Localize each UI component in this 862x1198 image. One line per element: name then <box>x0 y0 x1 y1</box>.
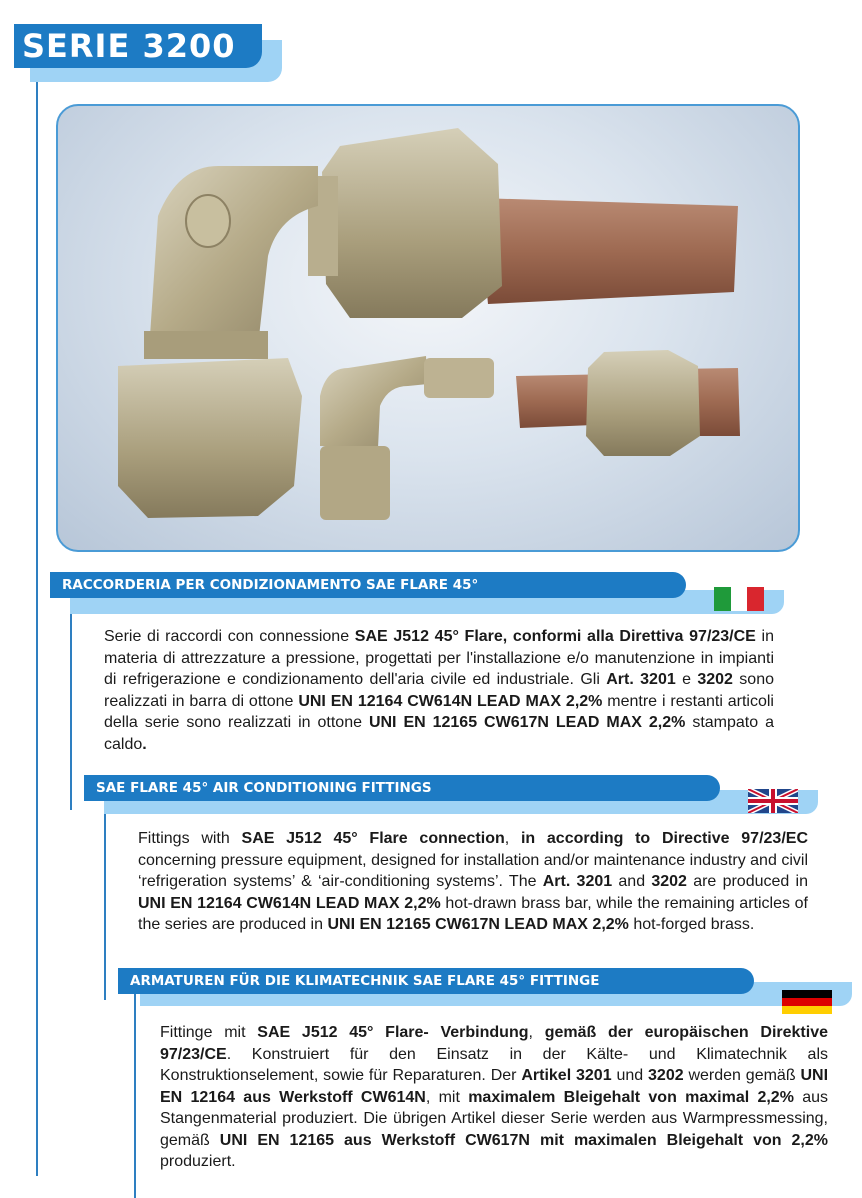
bold-text-run: maximalem Bleigehalt von maximal 2,2% <box>468 1088 794 1106</box>
section-3-header: ARMATUREN FÜR DIE KLIMATECHNIK SAE FLARE 45° FITTINGE <box>118 968 754 994</box>
bold-text-run: 3202 <box>648 1067 684 1084</box>
text-run: aus Stangenmaterial produziert. Die übrigen Artikel dieser Serie werden aus Warmpressmessing, gemäß <box>160 1088 829 1149</box>
bold-text-run: SAE J512 45° Flare connection <box>241 830 505 847</box>
text-run: are produced in <box>686 873 808 890</box>
text-run: Fittinge mit <box>160 1024 258 1041</box>
section-1-header: RACCORDERIA PER CONDIZIONAMENTO SAE FLARE 45° <box>50 572 686 598</box>
section-2-header: SAE FLARE 45° AIR CONDITIONING FITTINGS <box>84 775 720 801</box>
bold-text-run: UNI EN 12165 CW617N LEAD MAX 2,2% <box>368 714 686 731</box>
germany-flag <box>782 990 832 1014</box>
text-run: , <box>528 1024 545 1041</box>
left-rule-3 <box>104 800 106 1000</box>
bold-text-run: 3202 <box>651 873 687 890</box>
text-run: sono realizzati in barra di ottone <box>104 671 774 710</box>
text-run: Fittings with <box>138 830 242 847</box>
italy-flag <box>714 587 764 611</box>
fittings-illustration <box>58 106 800 552</box>
bold-text-run: UNI EN 12165 aus Werkstoff CW617N mit maximalen Bleigehalt von 2,2% <box>219 1131 829 1149</box>
bold-text-run: . <box>142 735 147 753</box>
section-1-text <box>104 626 774 755</box>
text-run: concerning pressure equipment, designed for installation and/or maintenance industry and civil ‘refrigeration systems’ & ‘air-conditioning systems’. The <box>138 851 808 890</box>
bold-text-run: gemäß der europäischen Direktive 97/23/CE <box>160 1024 828 1063</box>
text-run: mentre i restanti articoli della serie sono realizzati in ottone <box>104 692 774 731</box>
text-run: , <box>504 830 521 847</box>
text-run: e <box>675 671 698 688</box>
bold-text-run: SAE J512 45° Flare, conformi alla Direttiva 97/23/CE <box>354 628 756 645</box>
text-run: stampato a caldo <box>104 714 774 753</box>
left-rule-4 <box>134 990 136 1198</box>
bold-text-run: UNI EN 12164 CW614N LEAD MAX 2,2% <box>138 894 441 912</box>
bold-text-run: Art. 3201 <box>606 671 676 688</box>
text-run: , mit <box>425 1088 469 1106</box>
uk-flag <box>748 789 798 813</box>
text-run: werden gemäß <box>683 1067 801 1084</box>
left-rule-1 <box>36 66 38 1176</box>
product-photo <box>56 104 800 552</box>
bold-text-run: Artikel 3201 <box>521 1067 612 1084</box>
text-run: . Konstruiert für den Einsatz in der Kälte- und Klimatechnik als Konstruktionselement, sowie für Reparaturen. Der <box>160 1045 828 1084</box>
section-3-text <box>160 1022 828 1173</box>
text-run: and <box>612 873 652 890</box>
left-rule-2 <box>70 600 72 810</box>
bold-text-run: in according to Directive 97/23/EC <box>520 830 808 847</box>
text-run: und <box>611 1067 649 1084</box>
section-2-text <box>138 828 808 936</box>
text-run: hot-drawn brass bar, while the remaining articles of the series are produced in <box>138 894 808 933</box>
text-run: Serie di raccordi con connessione <box>104 628 355 645</box>
text-run: hot-forged brass. <box>628 916 755 933</box>
bold-text-run: Art. 3201 <box>542 873 613 890</box>
bold-text-run: UNI EN 12165 CW617N LEAD MAX 2,2% <box>327 916 629 933</box>
bold-text-run: UNI EN 12164 aus Werkstoff CW614N <box>160 1067 829 1106</box>
bold-text-run: UNI EN 12164 CW614N LEAD MAX 2,2% <box>298 692 603 710</box>
bold-text-run: SAE J512 45° Flare- Verbindung <box>257 1024 529 1041</box>
page-title: SERIE 3200 <box>14 24 262 68</box>
bold-text-run: 3202 <box>697 671 733 688</box>
text-run: produziert. <box>160 1153 236 1170</box>
text-run: in materia di attrezzature a pressione, progettati per l'installazione e/o manutenzione in impianti di refrigerazione e condizionamento dell'aria civile ed industriale. Gli <box>104 628 775 688</box>
